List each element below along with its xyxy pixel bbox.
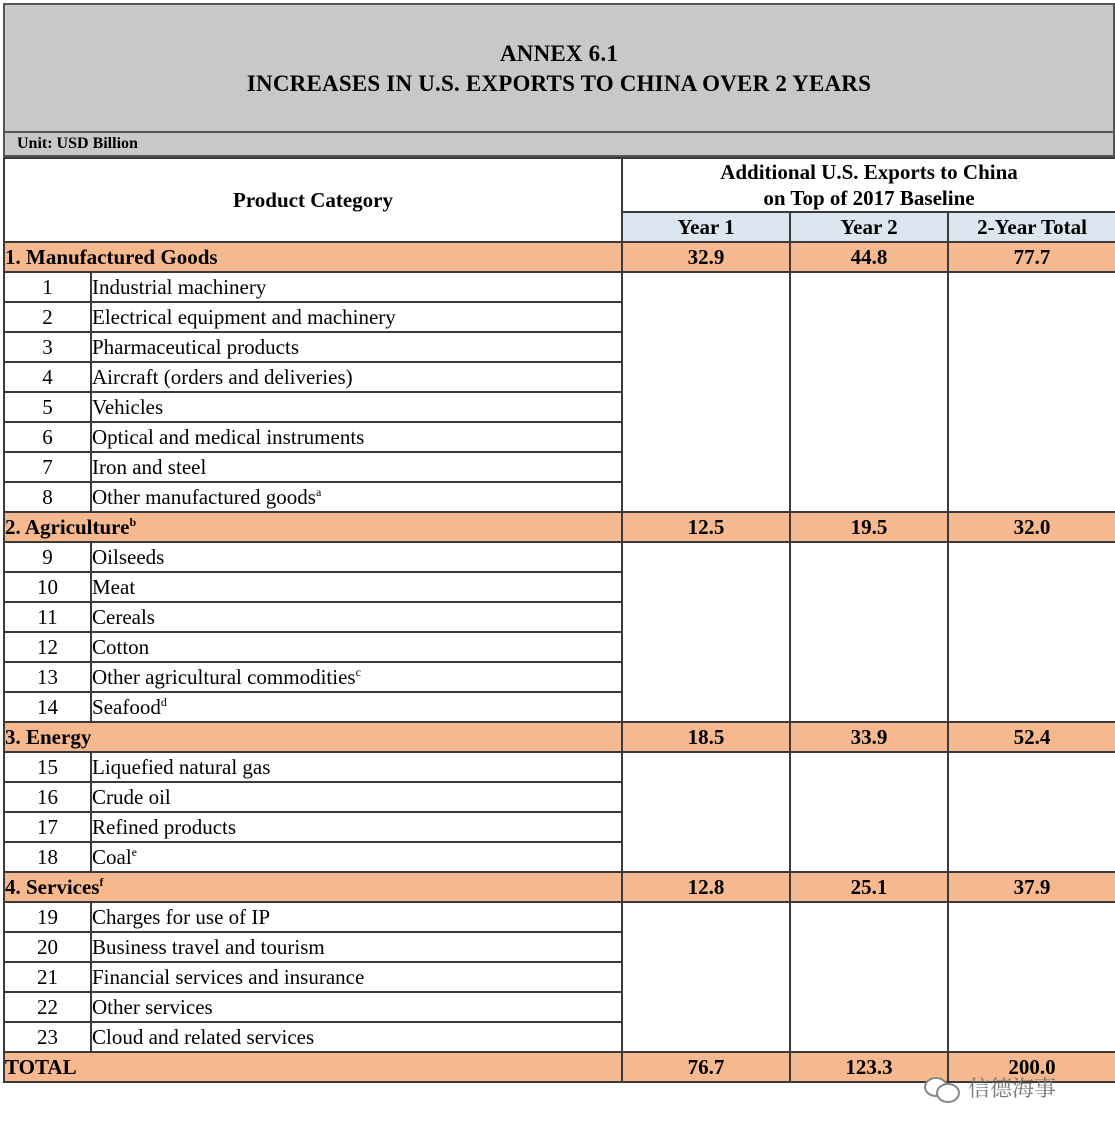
item-label — [91, 542, 622, 572]
item-number: 1 — [4, 272, 91, 302]
empty-year2 — [790, 272, 948, 512]
header-additional-line2: on Top of 2017 Baseline — [763, 186, 975, 210]
total-total: 200.0 — [948, 1052, 1115, 1082]
section-year1: 12.5 — [622, 512, 790, 542]
item-text: Electrical equipment and machinery — [92, 305, 396, 329]
item-text: Charges for use of IP — [92, 905, 271, 929]
item-label — [91, 302, 622, 332]
section-year1: 18.5 — [622, 722, 790, 752]
item-label — [91, 422, 622, 452]
item-number: 21 — [4, 962, 91, 992]
item-number: 13 — [4, 662, 91, 692]
item-text: Vehicles — [92, 395, 164, 419]
section-total: 77.7 — [948, 242, 1115, 272]
item-number: 7 — [4, 452, 91, 482]
item-text: Liquefied natural gas — [92, 755, 271, 779]
item-text: Oilseeds — [92, 545, 165, 569]
footnote-marker: e — [131, 845, 137, 859]
item-number: 5 — [4, 392, 91, 422]
empty-year1 — [622, 272, 790, 512]
watermark-text: 信德海事 — [968, 1077, 1057, 1102]
item-number: 22 — [4, 992, 91, 1022]
item-number: 6 — [4, 422, 91, 452]
total-year2: 123.3 — [790, 1052, 948, 1082]
section-label: 3. Energy — [5, 725, 92, 749]
item-text: Cereals — [92, 605, 155, 629]
item-number: 2 — [4, 302, 91, 332]
item-number: 11 — [4, 602, 91, 632]
section-year2: 33.9 — [790, 722, 948, 752]
header-product-category: Product Category — [4, 158, 622, 242]
item-text: Other manufactured goods — [92, 485, 316, 509]
item-label — [91, 812, 622, 842]
item-text: Pharmaceutical products — [92, 335, 300, 359]
section-label: 1. Manufactured Goods — [5, 245, 218, 269]
empty-total — [948, 902, 1115, 1052]
item-label — [91, 572, 622, 602]
item-label — [91, 272, 622, 302]
item-text: Business travel and tourism — [92, 935, 325, 959]
table-row — [4, 902, 1115, 932]
item-number: 14 — [4, 692, 91, 722]
item-number: 10 — [4, 572, 91, 602]
section-name — [4, 512, 622, 542]
unit-label: Unit: USD Billion — [3, 133, 1115, 157]
watermark — [924, 1072, 1056, 1103]
section-row — [4, 722, 1115, 752]
item-text: Meat — [92, 575, 136, 599]
item-number: 3 — [4, 332, 91, 362]
empty-year1 — [622, 902, 790, 1052]
item-text: Cloud and related services — [92, 1025, 315, 1049]
item-label — [91, 752, 622, 782]
section-label: 4. Services — [5, 875, 100, 899]
item-number: 23 — [4, 1022, 91, 1052]
footnote-marker: c — [355, 665, 361, 679]
item-number: 19 — [4, 902, 91, 932]
item-number: 12 — [4, 632, 91, 662]
item-number: 20 — [4, 932, 91, 962]
header-additional-exports — [622, 158, 1115, 212]
item-label — [91, 632, 622, 662]
item-number: 17 — [4, 812, 91, 842]
item-label — [91, 482, 622, 512]
item-number: 4 — [4, 362, 91, 392]
title-block — [3, 3, 1115, 133]
item-number: 18 — [4, 842, 91, 872]
item-text: Aircraft (orders and deliveries) — [92, 365, 353, 389]
item-label — [91, 842, 622, 872]
annex-subtitle: INCREASES IN U.S. EXPORTS TO CHINA OVER 2 YEARS — [246, 71, 872, 96]
empty-total — [948, 752, 1115, 872]
empty-total — [948, 272, 1115, 512]
wechat-icon — [924, 1075, 960, 1101]
item-text: Coal — [92, 845, 132, 869]
item-text: Other services — [92, 995, 213, 1019]
section-total: 32.0 — [948, 512, 1115, 542]
table-row — [4, 272, 1115, 302]
empty-year2 — [790, 542, 948, 722]
footnote-marker: b — [129, 515, 137, 529]
empty-year2 — [790, 902, 948, 1052]
item-label — [91, 392, 622, 422]
exports-table — [3, 157, 1115, 1083]
total-year1: 76.7 — [622, 1052, 790, 1082]
item-number: 16 — [4, 782, 91, 812]
section-row — [4, 512, 1115, 542]
section-total: 37.9 — [948, 872, 1115, 902]
section-label: 2. Agriculture — [5, 515, 130, 539]
item-number: 15 — [4, 752, 91, 782]
section-year2: 44.8 — [790, 242, 948, 272]
empty-total — [948, 542, 1115, 722]
table-row — [4, 752, 1115, 782]
item-label — [91, 332, 622, 362]
section-name — [4, 872, 622, 902]
header-year1: Year 1 — [622, 212, 790, 242]
footnote-marker: f — [99, 875, 104, 889]
item-label — [91, 452, 622, 482]
table-row — [4, 542, 1115, 572]
item-number: 9 — [4, 542, 91, 572]
section-year1: 32.9 — [622, 242, 790, 272]
item-text: Crude oil — [92, 785, 171, 809]
section-year2: 25.1 — [790, 872, 948, 902]
item-label — [91, 962, 622, 992]
item-label — [91, 992, 622, 1022]
section-total: 52.4 — [948, 722, 1115, 752]
item-label — [91, 782, 622, 812]
item-text: Iron and steel — [92, 455, 207, 479]
section-year1: 12.8 — [622, 872, 790, 902]
item-label — [91, 1022, 622, 1052]
item-text: Seafood — [92, 695, 161, 719]
item-text: Cotton — [92, 635, 150, 659]
item-text: Optical and medical instruments — [92, 425, 365, 449]
header-additional-line1: Additional U.S. Exports to China — [720, 160, 1018, 184]
annex-title: ANNEX 6.1 — [499, 41, 619, 66]
item-label — [91, 362, 622, 392]
section-row — [4, 242, 1115, 272]
section-name — [4, 242, 622, 272]
item-label — [91, 932, 622, 962]
item-text: Financial services and insurance — [92, 965, 365, 989]
footnote-marker: a — [315, 485, 322, 499]
item-label — [91, 602, 622, 632]
item-label — [91, 692, 622, 722]
item-label — [91, 902, 622, 932]
section-row — [4, 872, 1115, 902]
header-year2: Year 2 — [790, 212, 948, 242]
empty-year1 — [622, 752, 790, 872]
total-label: TOTAL — [4, 1052, 622, 1082]
item-text: Refined products — [92, 815, 237, 839]
item-text: Other agricultural commodities — [92, 665, 356, 689]
header-total: 2-Year Total — [948, 212, 1115, 242]
empty-year1 — [622, 542, 790, 722]
item-label — [91, 662, 622, 692]
empty-year2 — [790, 752, 948, 872]
section-year2: 19.5 — [790, 512, 948, 542]
section-name — [4, 722, 622, 752]
item-number: 8 — [4, 482, 91, 512]
item-text: Industrial machinery — [92, 275, 267, 299]
footnote-marker: d — [160, 695, 167, 709]
